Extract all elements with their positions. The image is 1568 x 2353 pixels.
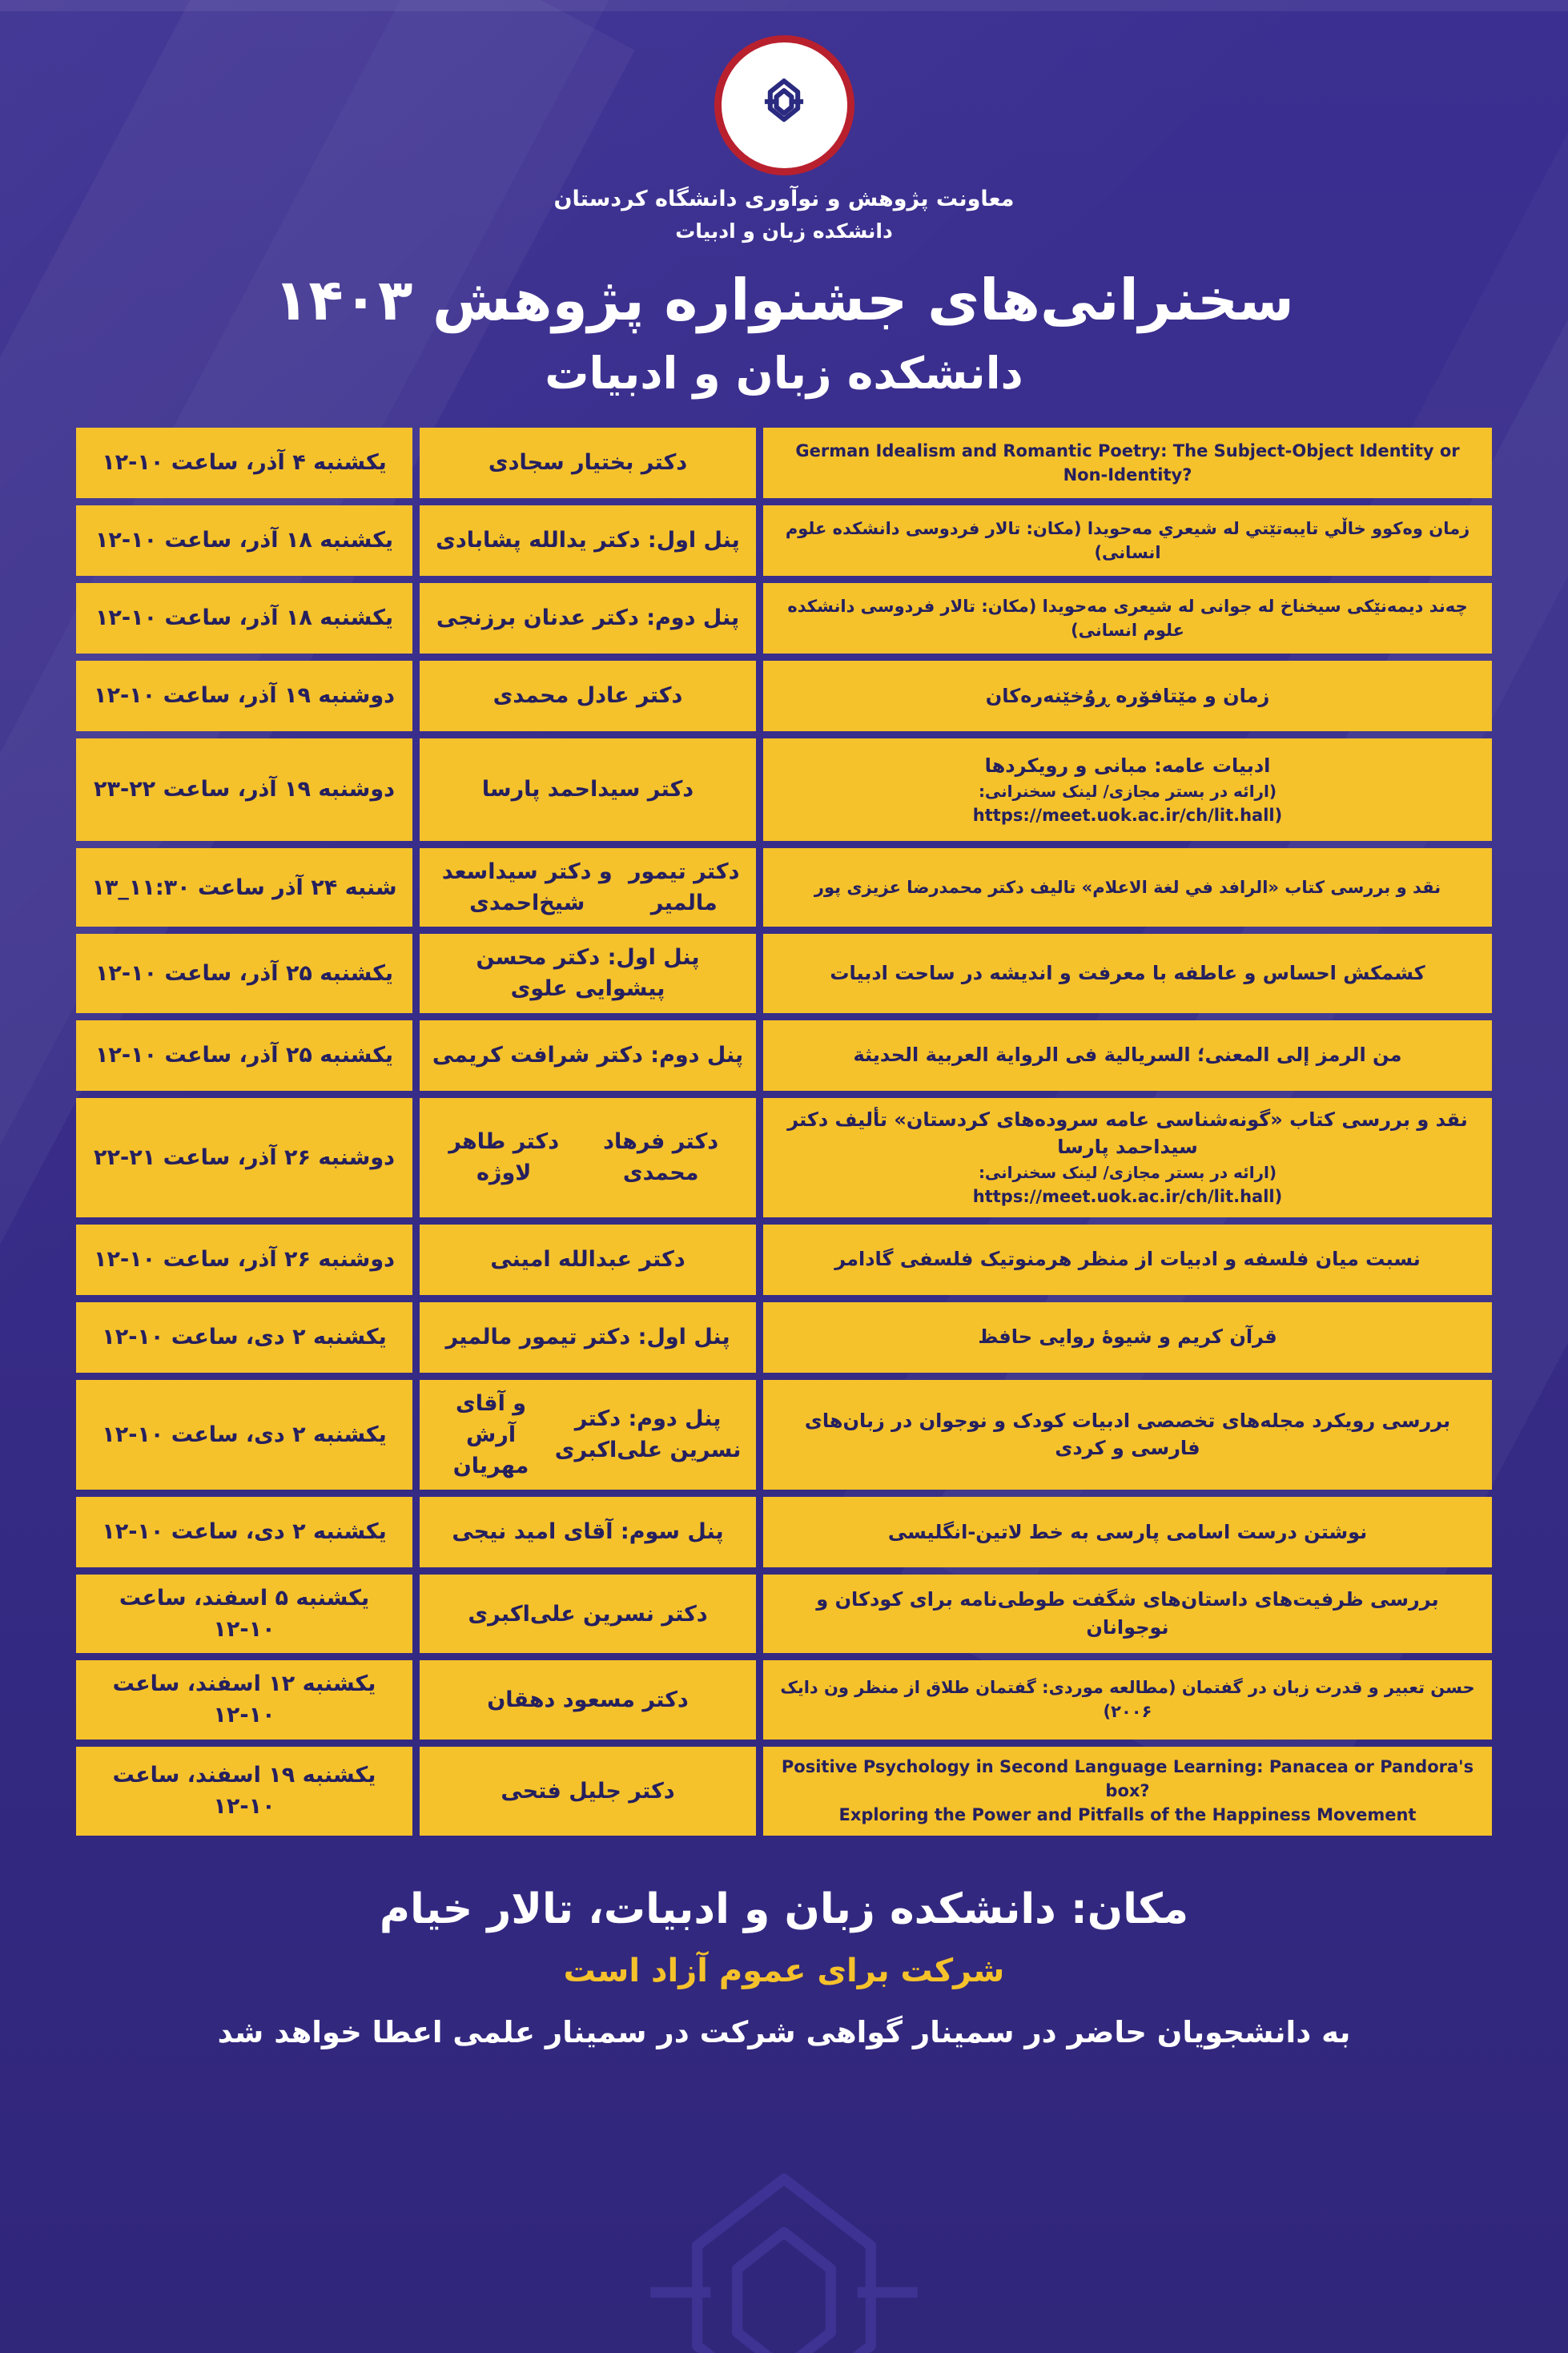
- table-row: [76, 934, 1492, 1012]
- cell-date: یکشنبه ۲۵ آذر، ساعت ۱۰-۱۲: [76, 1020, 412, 1091]
- cell-speaker: دکتر بختیار سجادی: [420, 428, 756, 498]
- cell-date: یکشنبه ۱۸ آذر، ساعت ۱۰-۱۲: [76, 505, 412, 576]
- cell-speaker: پنل اول: دکتر یدالله پشابادی: [420, 505, 756, 576]
- cell-date: شنبه ۲۴ آذر ساعت ۱۱:۳۰_۱۳: [76, 848, 412, 927]
- table-row: [76, 1380, 1492, 1490]
- table-row: [76, 1660, 1492, 1739]
- cell-speaker: دکتر سیداحمد پارسا: [420, 738, 756, 841]
- cell-topic: کشمکش احساس و عاطفه با معرفت و اندیشه در ساحت ادبیات: [763, 934, 1492, 1012]
- table-row: [76, 428, 1492, 498]
- table-row: [76, 1302, 1492, 1373]
- table-row: [76, 1098, 1492, 1217]
- poster-header: [0, 0, 1568, 399]
- cell-date: دوشنبه ۱۹ آذر، ساعت ۲۲-۲۳: [76, 738, 412, 841]
- table-row: [76, 738, 1492, 841]
- cell-topic: نقد و بررسی کتاب «گونه‌شناسی عامه سروده‌های کردستان» تألیف دکتر سیداحمد پارسا (ارائه در بستر مجازی/ لینک سخنرانی: https://meet.uok.ac.ir/ch/lit.hall): [763, 1098, 1492, 1217]
- cell-date: یکشنبه ۲ دی، ساعت ۱۰-۱۲: [76, 1380, 412, 1490]
- cell-speaker: دکتر نسرین علی‌اکبری: [420, 1575, 756, 1653]
- cell-topic: قرآن کریم و شیوۀ روایی حافظ: [763, 1302, 1492, 1373]
- cell-speaker: پنل اول: دکتر محسن پیشوایی علوی: [420, 934, 756, 1012]
- topic-subnote: (ارائه در بستر مجازی/ لینک سخنرانی:: [978, 1163, 1277, 1183]
- cell-speaker: دکتر مسعود دهقان: [420, 1660, 756, 1739]
- university-logo: [714, 35, 854, 175]
- svg-text:University of Kurdistan: University of Kurdistan: [742, 130, 840, 166]
- poster-footer: [0, 1885, 1568, 2049]
- bottom-knot-watermark-icon: [616, 2166, 952, 2353]
- cell-date: یکشنبه ۲ دی، ساعت ۱۰-۱۲: [76, 1302, 412, 1373]
- footer-place: مکان: دانشکده زبان و ادبیات، تالار خیام: [379, 1884, 1189, 1933]
- cell-date: یکشنبه ۴ آذر، ساعت ۱۰-۱۲: [76, 428, 412, 498]
- cell-date: یکشنبه ۱۹ اسفند، ساعت ۱۰-۱۲: [76, 1747, 412, 1836]
- cell-topic: زمان و مێتافۆره ڕوُخێنه‌ره‌کان: [763, 661, 1492, 731]
- cell-topic: German Idealism and Romantic Poetry: The Subject-Object Identity or Non-Identity?: [763, 428, 1492, 498]
- svg-text:دانشگاه کردستان: دانشگاه کردستان: [746, 49, 838, 78]
- cell-speaker: دکتر عادل محمدی: [420, 661, 756, 731]
- topic-meeting-link[interactable]: https://meet.uok.ac.ir/ch/lit.hall): [972, 805, 1283, 825]
- table-row: [76, 505, 1492, 576]
- topic-meeting-link[interactable]: https://meet.uok.ac.ir/ch/lit.hall): [972, 1187, 1283, 1207]
- cell-speaker: پنل اول: دکتر تیمور مالمیر: [420, 1302, 756, 1373]
- cell-topic: ادبیات عامه: مبانی و رویکردها (ارائه در بستر مجازی/ لینک سخنرانی: https://meet.uok.ac.ir/ch/lit.hall): [763, 738, 1492, 841]
- organization-line-1: معاونت پژوهش و نوآوری دانشگاه کردستان: [553, 187, 1015, 211]
- cell-date: یکشنبه ۲ دی، ساعت ۱۰-۱۲: [76, 1497, 412, 1567]
- cell-date: یکشنبه ۱۲ اسفند، ساعت ۱۰-۱۲: [76, 1660, 412, 1739]
- cell-topic: Positive Psychology in Second Language Learning: Panacea or Pandora's box? Exploring the Power and Pitfalls of the Happiness Movement: [763, 1747, 1492, 1836]
- footer-free-admission: شرکت برای عموم آزاد است: [563, 1952, 1005, 1989]
- cell-speaker: پنل دوم: دکتر شرافت کریمی: [420, 1020, 756, 1091]
- cell-date: دوشنبه ۱۹ آذر، ساعت ۱۰-۱۲: [76, 661, 412, 731]
- cell-topic: من الرمز إلى المعنى؛ السریالیة فى الروایة العربیة الحدیثة: [763, 1020, 1492, 1091]
- cell-date: یکشنبه ۱۸ آذر، ساعت ۱۰-۱۲: [76, 583, 412, 654]
- cell-speaker: پنل دوم: دکتر عدنان برزنجی: [420, 583, 756, 654]
- logo-arc-text: [722, 42, 854, 175]
- table-row: [76, 583, 1492, 654]
- cell-date: یکشنبه ۲۵ آذر، ساعت ۱۰-۱۲: [76, 934, 412, 1012]
- cell-topic: بررسی ظرفیت‌های داستان‌های شگفت طوطی‌نامه برای کودکان و نوجوانان: [763, 1575, 1492, 1653]
- table-row: [76, 1020, 1492, 1091]
- table-row: [76, 1225, 1492, 1295]
- table-row: [76, 661, 1492, 731]
- cell-date: دوشنبه ۲۶ آذر، ساعت ۲۱-۲۲: [76, 1098, 412, 1217]
- schedule-table: [76, 428, 1492, 1836]
- cell-speaker: دکتر فرهاد محمدی دکتر طاهر لاوژه: [420, 1098, 756, 1217]
- cell-speaker: دکتر عبدالله امینی: [420, 1225, 756, 1295]
- cell-date: دوشنبه ۲۶ آذر، ساعت ۱۰-۱۲: [76, 1225, 412, 1295]
- cell-topic: نوشتن درست اسامی پارسی به خط لاتین-انگلیسی: [763, 1497, 1492, 1567]
- cell-topic: نسبت میان فلسفه و ادبیات از منظر هرمنوتیک فلسفی گادامر: [763, 1225, 1492, 1295]
- cell-speaker: پنل دوم: دکتر نسرین علی‌اکبری و آقای آرش مهریان: [420, 1380, 756, 1490]
- footer-certificate-note: به دانشجویان حاضر در سمینار گواهی شرکت در سمینار علمی اعطا خواهد شد: [217, 2014, 1351, 2049]
- cell-topic: حسن تعبیر و قدرت زبان در گفتمان (مطالعه موردی: گفتمان طلاق از منظر ون دایک ۲۰۰۶): [763, 1660, 1492, 1739]
- cell-topic: بررسی رویکرد مجله‌های تخصصی ادبیات کودک و نوجوان در زبان‌های فارسی و کردی: [763, 1380, 1492, 1490]
- table-row: [76, 1497, 1492, 1567]
- poster-title-main: سخنرانی‌های جشنواره پژوهش ۱۴۰۳: [273, 267, 1295, 333]
- poster-title-sub: دانشکده زبان و ادبیات: [545, 348, 1023, 399]
- logo-circle: [714, 35, 854, 175]
- table-row: [76, 1747, 1492, 1836]
- cell-topic: زمان وەکوو خاڵي تایبەتێتي له شیعري مەحویدا (مکان: تالار فردوسی دانشکده علوم انسانی): [763, 505, 1492, 576]
- cell-date: یکشنبه ۵ اسفند، ساعت ۱۰-۱۲: [76, 1575, 412, 1653]
- cell-topic: نقد و بررسی کتاب «الرافد في لغة الاعلام» تالیف دکتر محمدرضا عزیزی پور: [763, 848, 1492, 927]
- topic-subnote: (ارائه در بستر مجازی/ لینک سخنرانی:: [978, 781, 1277, 801]
- cell-speaker: دکتر تیمور مالمیر و دکتر سیداسعد شیخ‌احمدی: [420, 848, 756, 927]
- cell-speaker: دکتر جلیل فتحی: [420, 1747, 756, 1836]
- organization-line-2: دانشکده زبان و ادبیات: [675, 219, 893, 243]
- cell-topic: چەند دیمەنێکی سیخناخ له جوانی له شیعری مەحویدا (مکان: تالار فردوسی دانشکده علوم انسانی): [763, 583, 1492, 654]
- cell-speaker: پنل سوم: آقای امید نیجی: [420, 1497, 756, 1567]
- table-row: [76, 848, 1492, 927]
- table-row: [76, 1575, 1492, 1653]
